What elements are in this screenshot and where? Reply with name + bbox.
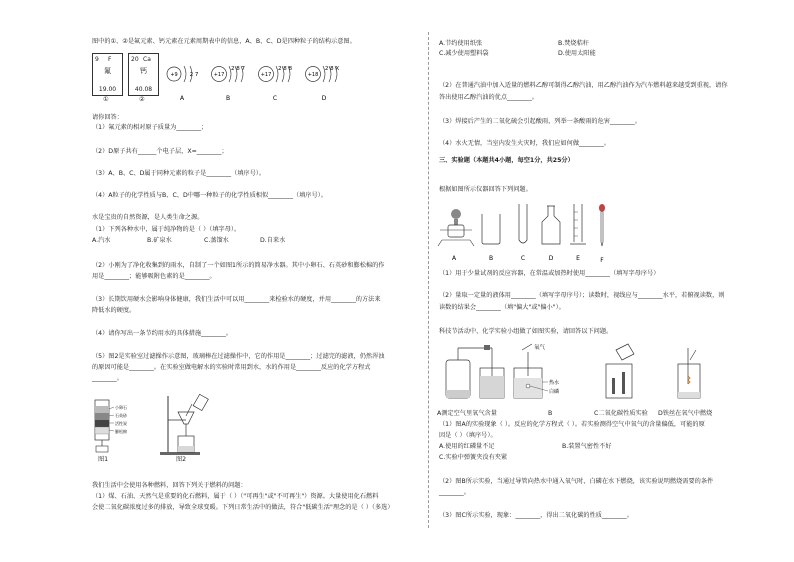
energy-q1-line1: （1）煤、石油、天然气是重要的化石燃料，属于（ ）（"可再生"或"不可再生"）资源。大量使用化石燃料 bbox=[92, 493, 379, 500]
science-q2-line2: ________。 bbox=[439, 489, 470, 496]
water-q1-option-c: C.蒸馏水 bbox=[204, 237, 229, 244]
svg-text:膨松棉: 膨松棉 bbox=[115, 429, 127, 434]
water-q1-option-a: A.汽水 bbox=[92, 237, 111, 244]
instrument-f-dropper bbox=[599, 204, 605, 264]
svg-text:+17: +17 bbox=[213, 72, 225, 78]
experiment-a-oxygen-content bbox=[446, 345, 504, 398]
atom-b bbox=[212, 66, 246, 102]
experiment-d-label: D铁丝在氧气中燃烧 bbox=[658, 410, 713, 417]
svg-text:B: B bbox=[488, 255, 494, 262]
figure-2-filtration bbox=[158, 390, 218, 458]
atom-structure-diagrams bbox=[162, 60, 348, 106]
question-2: （2）D原子共有______个电子层，X=________； bbox=[92, 148, 228, 155]
column-divider bbox=[428, 32, 429, 528]
atomic-mass: 40.08 bbox=[134, 86, 153, 93]
ask-label: 请你回答： bbox=[92, 114, 123, 121]
element-label: ① bbox=[103, 96, 109, 103]
science-q1-option-b: B.装置气密性不好 bbox=[562, 443, 612, 450]
science-q1-line1: （1）图A的实验现象（ ）。反应的化学方程式（ ）。若实验测得空气中氧气的含量偏低，可能的原 bbox=[439, 421, 705, 428]
element-symbol: F bbox=[108, 56, 112, 63]
atom-c bbox=[259, 66, 293, 102]
water-q5-line2: 的原因可能是________。在实验室做电解水的实验时常用到水，水的作用是________反应的化学方程式 bbox=[92, 364, 371, 371]
lab-q2-line2: 读数的结果会________（填"偏大"或"偏小"）。 bbox=[439, 304, 565, 311]
instrument-a-alcohol-lamp-stand bbox=[438, 209, 474, 262]
experiment-b-label: B bbox=[548, 410, 553, 417]
experiment-d-iron-wire-combustion bbox=[678, 348, 700, 398]
energy-q3: （3）焊接后产生的二氧化硫会引起酸雨，列举一条酸雨的危害________。 bbox=[439, 118, 641, 125]
energy-q4: （4）水火无情，当室内发生火灾时，我们应如何做________。 bbox=[439, 140, 610, 147]
svg-text:2 8 7: 2 8 7 bbox=[231, 66, 245, 72]
science-intro: 科技节活动中，化学实验小组做了如图实验，请回答以下问题。 bbox=[439, 328, 613, 335]
question-4: （4）A粒子的化学性质与B、C、D中哪一种粒子的化学性质相似________（填序号）。 bbox=[92, 192, 327, 199]
svg-text:小卵石: 小卵石 bbox=[115, 405, 127, 410]
experiment-b-white-phosphorus bbox=[514, 343, 559, 398]
option-d: D.使用太阳能 bbox=[558, 50, 596, 57]
figure-1-label: 图1 bbox=[98, 456, 109, 463]
svg-text:A: A bbox=[451, 255, 457, 262]
hot-water-label: 热水 bbox=[549, 380, 560, 386]
lab-q2-line1: （2）量取一定量的液体用________（填写字母序号）；读数时，视线应与________水平，若俯视读数，则 bbox=[439, 292, 725, 299]
energy-q2-line2: 答出使用乙醇汽油的优点________。 bbox=[439, 94, 538, 101]
water-q1-option-b: B.矿泉水 bbox=[147, 237, 172, 244]
instrument-c-test-tube bbox=[519, 204, 527, 262]
lab-intro: 根据如图所示仪器回答下列问题。 bbox=[439, 186, 532, 193]
atomic-number: 20 bbox=[131, 56, 139, 63]
science-q1-option-c: C.实验中弹簧夹没有夹紧 bbox=[439, 454, 508, 461]
water-q5-line1: （5）图2是实验室过滤操作示意图，玻璃棒在过滤操作中，它的作用是________；过滤完的滤液，仍然浑浊 bbox=[92, 353, 385, 360]
water-q1: （1）下列各种水中，属于纯净物的是（ ）（填字母）。 bbox=[92, 226, 241, 233]
question-intro: 图中的①、②是氟元素、钙元素在元素周期表中的信息，A、B、C、D是四种粒子的结构示意图。 bbox=[92, 38, 356, 45]
water-q3-line1: （3）长期饮用硬水会影响身体健康，我们生活中可以用________来检验水的硬度，并用________的方法来 bbox=[92, 296, 381, 303]
water-q5-line3: ________。 bbox=[92, 375, 123, 382]
question-1: （1）氟元素的相对原子质量为________； bbox=[92, 124, 208, 131]
science-q3: （3）图C所示实验，现象：________，得出二氧化碳的性质________。 bbox=[439, 512, 633, 519]
science-q1-option-a: A.使用的红磷量不足 bbox=[439, 443, 495, 450]
science-q2-line1: （2）图B所示实验，当通过导管向热水中通入氧气时，白磷在水下燃烧，该实验说明燃烧需要的条件 bbox=[439, 478, 714, 485]
white-phosphorus-label: 白磷 bbox=[549, 389, 560, 395]
svg-text:+9: +9 bbox=[170, 72, 178, 78]
instrument-d-flask bbox=[542, 206, 560, 262]
svg-text:C: C bbox=[520, 255, 526, 262]
atomic-mass: 19.00 bbox=[98, 86, 117, 93]
atomic-number: 9 bbox=[95, 56, 99, 63]
svg-text:B: B bbox=[225, 95, 231, 102]
water-q4: （4）请你写出一条节约用水的具体措施________。 bbox=[92, 330, 233, 337]
svg-text:石英砂: 石英砂 bbox=[115, 413, 127, 418]
lab-q1: （1）用于少量试剂的反应容器，在常温或加热时使用________（填写字母序号） bbox=[439, 270, 660, 277]
svg-text:2 7: 2 7 bbox=[189, 72, 199, 78]
svg-text:+18: +18 bbox=[307, 72, 319, 78]
element-label: ② bbox=[139, 96, 145, 103]
instrument-e-graduated-cylinder bbox=[570, 204, 586, 262]
section-3-heading: 三、实验题（本题共4小题，每空1分，共25分） bbox=[439, 157, 574, 164]
instrument-b-beaker bbox=[482, 214, 500, 262]
water-q1-option-d: D.自来水 bbox=[260, 237, 286, 244]
experiment-c-label: C二氧化碳性质实验 bbox=[594, 410, 648, 417]
svg-text:C: C bbox=[272, 95, 278, 102]
svg-text:+17: +17 bbox=[260, 72, 272, 78]
water-intro: 水是宝贵的自然资源，是人类生命之源。 bbox=[92, 214, 204, 221]
svg-text:D: D bbox=[321, 95, 327, 102]
atom-d bbox=[306, 66, 340, 102]
svg-text:E: E bbox=[576, 255, 580, 262]
svg-text:D: D bbox=[548, 255, 554, 262]
option-b: B.焚烧秸秆 bbox=[558, 40, 589, 47]
svg-text:2 8 8: 2 8 8 bbox=[278, 66, 292, 72]
figure-2-label: 图2 bbox=[176, 456, 187, 463]
science-q1-line2: 因是（ ）（填序号）。 bbox=[439, 432, 497, 439]
experiment-c-co2-properties bbox=[606, 344, 634, 398]
figure-1-water-purifier bbox=[92, 392, 142, 458]
element-card-calcium bbox=[128, 53, 159, 96]
energy-q1-line2: 会使二氧化碳浓度过多的排放，导致全球变暖。下列日常生活中的做法，符合"低碳生活"理念的是（ ）（多选） bbox=[92, 504, 394, 511]
water-q2-line1: （2）小刚为了净化收集到的雨水，自制了一个如图1所示的简易净水器。其中小卵石、石英砂和膨松棉的作 bbox=[92, 262, 385, 269]
energy-q2-line1: （2）在普通汽油中加入适量的燃料乙醇可制得乙醇汽油，用乙醇汽油作为汽车燃料越来越受到重视，请你 bbox=[439, 82, 728, 89]
experiment-figures bbox=[436, 342, 732, 408]
svg-text:2 8 X: 2 8 X bbox=[324, 66, 340, 72]
element-name: 钙 bbox=[140, 67, 147, 75]
svg-text:F: F bbox=[600, 257, 604, 264]
water-q2-line2: 用是________；能够吸附色素的是________。 bbox=[92, 273, 216, 280]
element-name: 氟 bbox=[104, 67, 111, 75]
svg-text:活性炭: 活性炭 bbox=[115, 421, 127, 426]
energy-intro: 我们生活中会使用各种燃料，回答下列关于燃料的问题： bbox=[92, 482, 247, 489]
element-card-fluorine bbox=[92, 53, 123, 96]
experiment-a-label: A测定空气里氧气含量 bbox=[437, 410, 497, 417]
water-q3-line2: 降低水的硬度。 bbox=[92, 307, 136, 314]
lab-instruments bbox=[434, 200, 614, 266]
option-c: C.减少使用塑料袋 bbox=[439, 50, 489, 57]
question-3: （3）A、B、C、D属于同种元素的粒子是________（填序号）。 bbox=[92, 170, 266, 177]
element-symbol: Ca bbox=[143, 56, 151, 63]
option-a: A.节约使用纸张 bbox=[439, 40, 483, 47]
atom-a bbox=[167, 66, 199, 102]
svg-text:A: A bbox=[179, 95, 185, 102]
oxygen-label: 氧气 bbox=[534, 345, 546, 351]
